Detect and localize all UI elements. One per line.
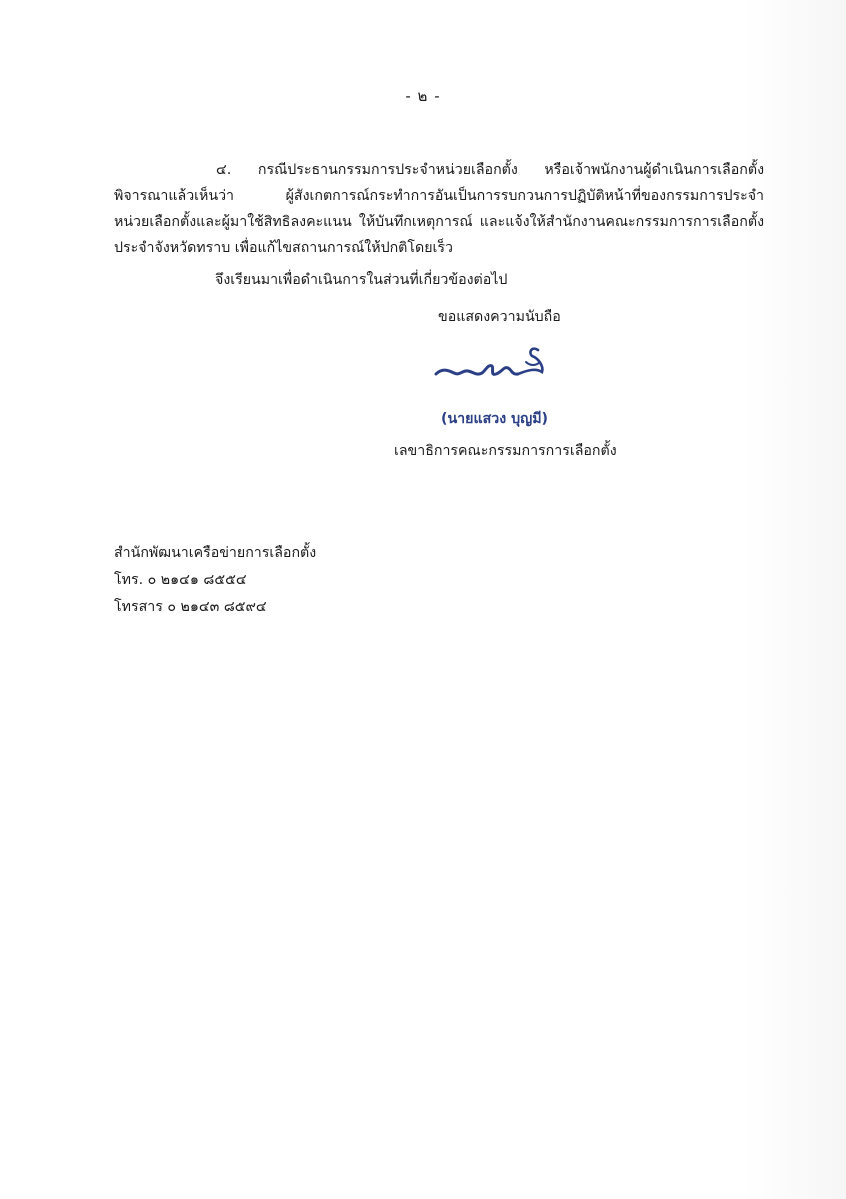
contact-office: สำนักพัฒนาเครือข่ายการเลือกตั้ง: [114, 545, 317, 561]
paragraph-line: ๔. กรณีประธานกรรมการประจำหน่วยเลือกตั้ง หรือเจ้าพนักงานผู้ดำเนินการเลือกตั้ง: [216, 162, 764, 178]
signer-name: (นายแสวง บุญมี): [441, 411, 549, 427]
contact-block: [114, 540, 316, 621]
contact-fax: โทรสาร ๐ ๒๑๔๓ ๘๕๙๔: [114, 599, 267, 615]
closing-sentence: จึงเรียนมาเพื่อดำเนินการในส่วนที่เกี่ยวข้องต่อไป: [215, 272, 508, 288]
regards-text: ขอแสดงความนับถือ: [438, 309, 561, 325]
contact-phone: โทร. ๐ ๒๑๔๑ ๘๕๕๔: [114, 572, 247, 588]
paragraph-line: หน่วยเลือกตั้งและผู้มาใช้สิทธิลงคะแนน ให้บันทึกเหตุการณ์ และแจ้งให้สำนักงานคณะกรรมการการเลือกตั้ง: [114, 214, 764, 230]
page-number: - ๒ -: [405, 87, 441, 105]
signer-title: เลขาธิการคณะกรรมการการเลือกตั้ง: [394, 443, 617, 459]
paragraph-line: ประจำจังหวัดทราบ เพื่อแก้ไขสถานการณ์ให้ปกติโดยเร็ว: [114, 240, 453, 256]
handwritten-signature: [432, 340, 552, 390]
body-paragraph: [114, 157, 764, 261]
paragraph-line: พิจารณาแล้วเห็นว่า ผู้สังเกตการณ์กระทำการอันเป็นการรบกวนการปฏิบัติหน้าที่ของกรรมการประจำ: [114, 188, 764, 204]
